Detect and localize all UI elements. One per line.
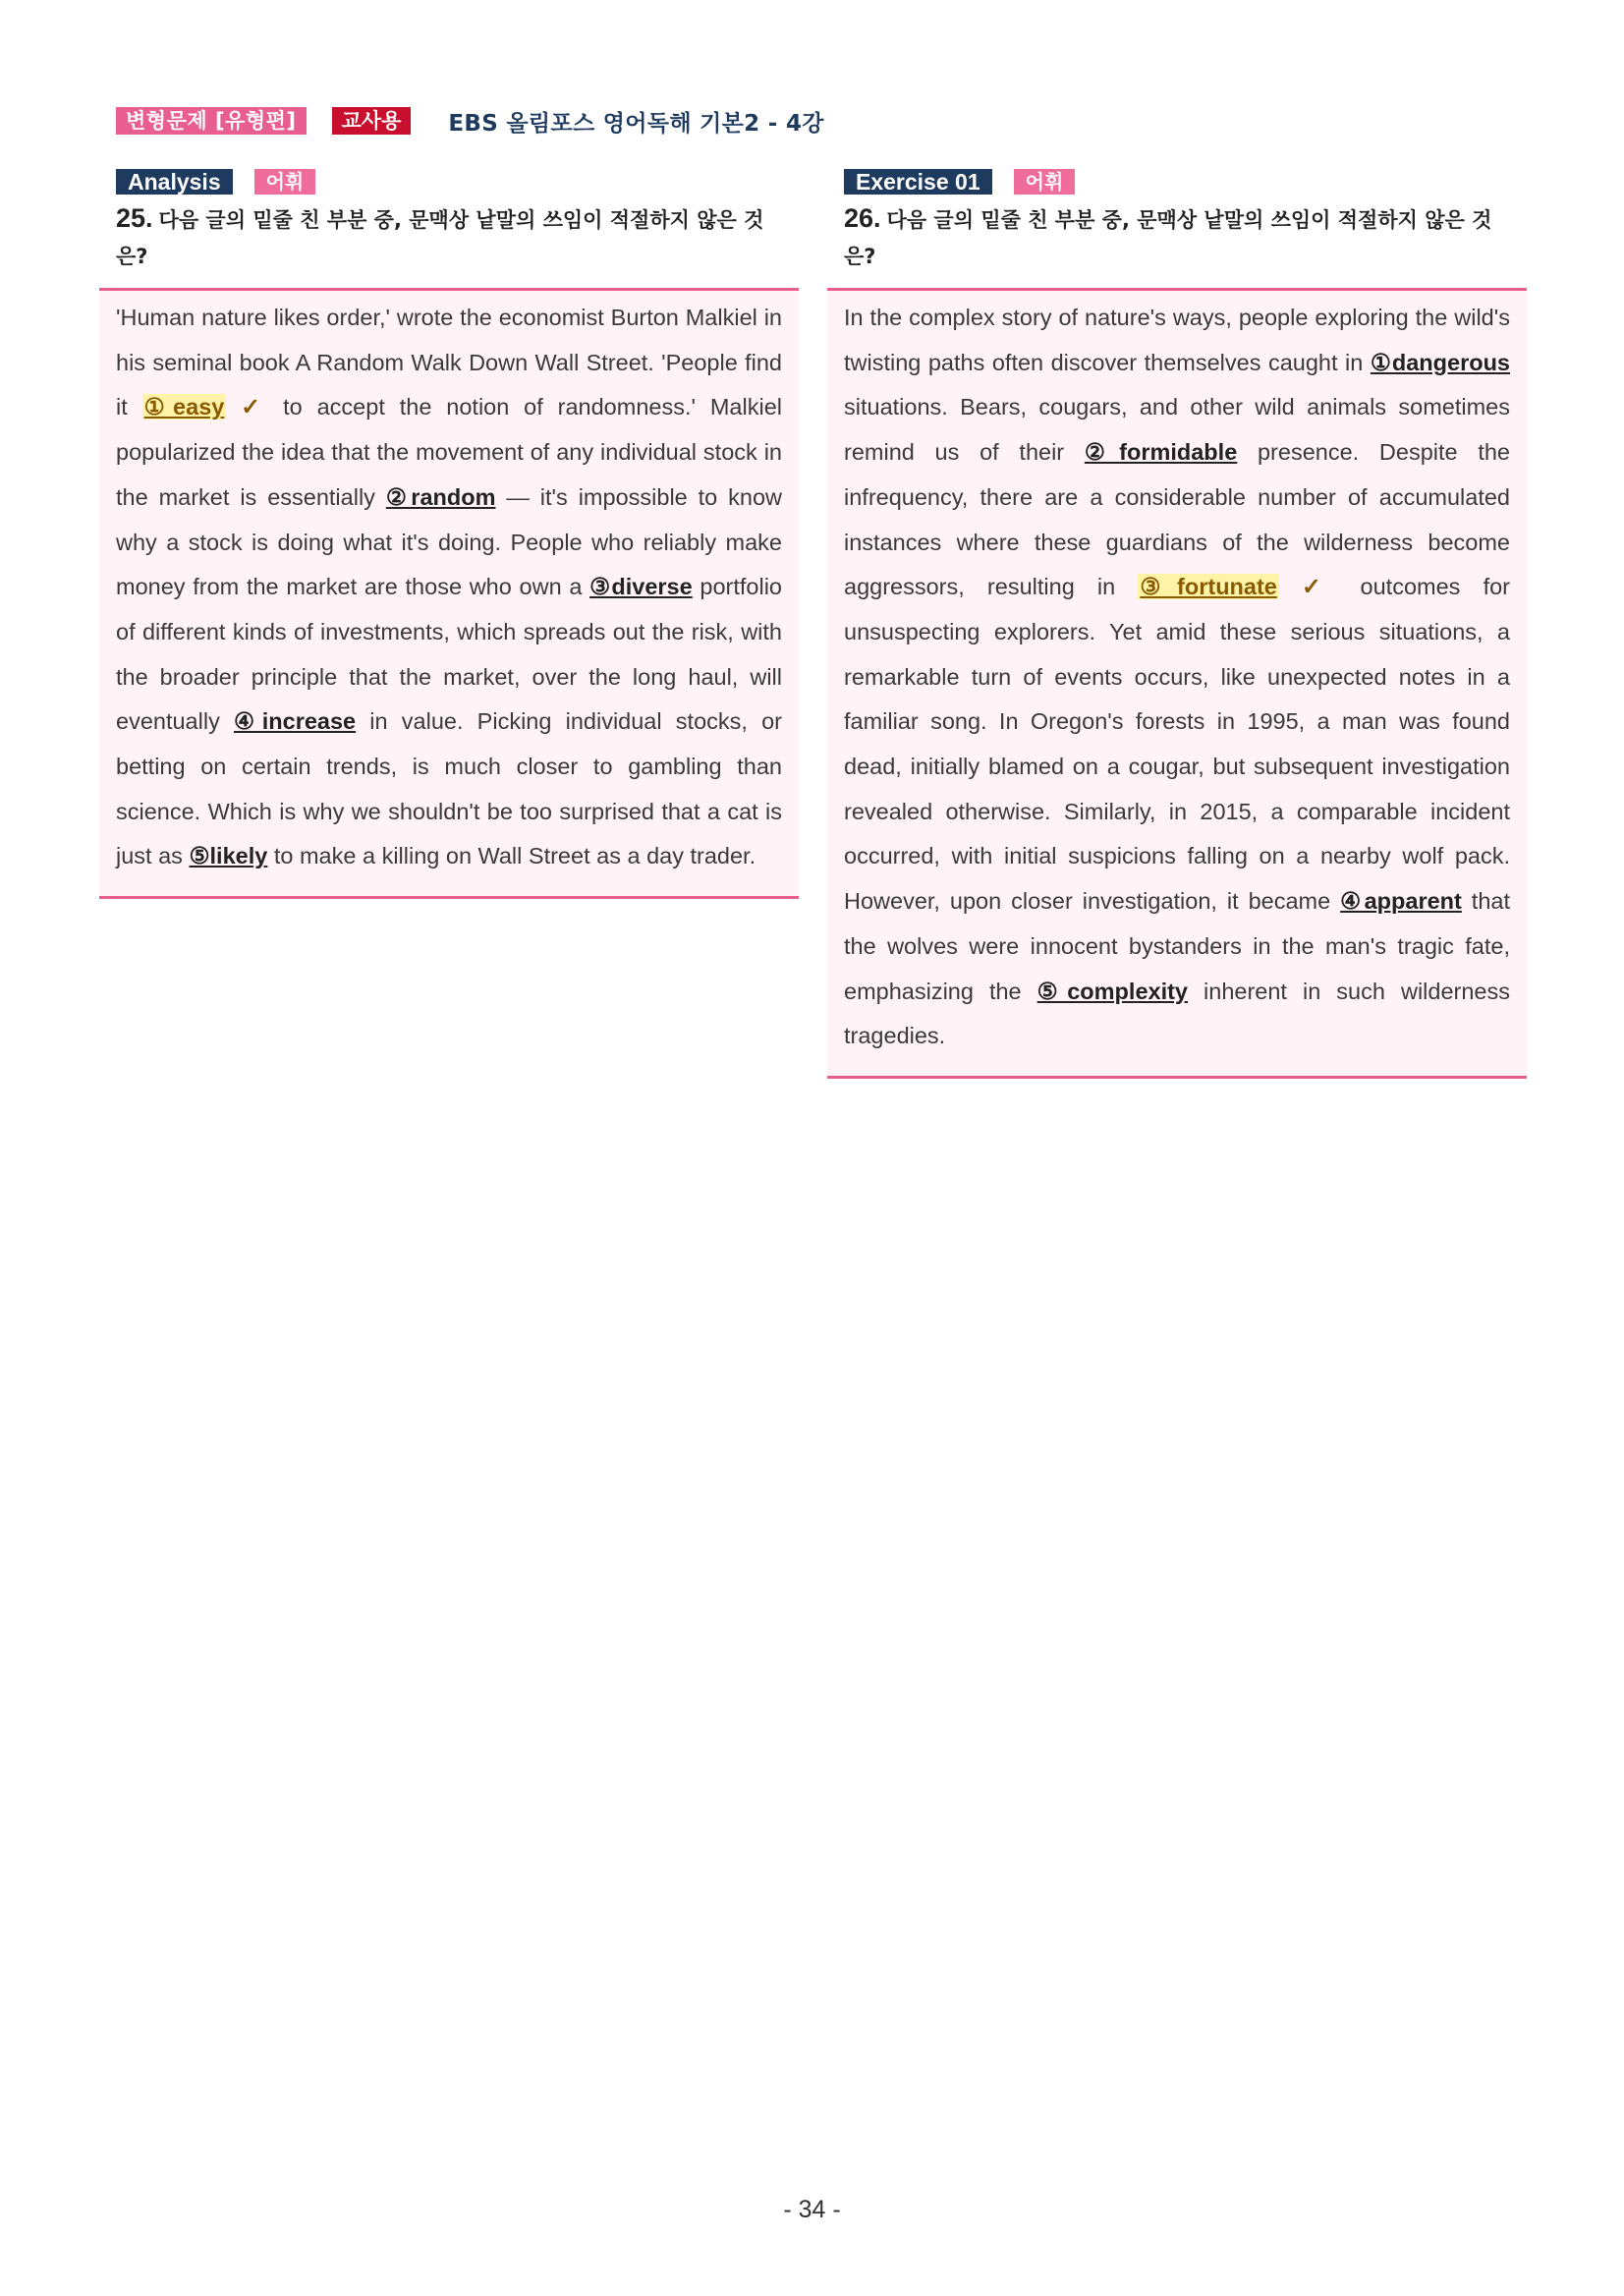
vocabulary-badge: 어휘 (254, 169, 316, 195)
passage-segment: inherent in such wilderness tragedies. (844, 978, 1510, 1049)
passage-segment: in value. Picking individual stocks, or betting on certain trends, is much closer to gambling than science. Which is why we shouldn't be too surprised that a cat is just as (116, 708, 782, 869)
question-badges (116, 169, 799, 195)
passage-segment: portfolio of different kinds of investments, which spreads out the risk, with the broader principle that the market, over the long haul, will eventually (116, 574, 782, 735)
passage-box (99, 288, 799, 899)
header-title: EBS 올림포스 영어독해 기본2 - 4강 (448, 110, 824, 137)
underlined-option: ④apparent (1340, 888, 1462, 915)
passage-segment: In the complex story of nature's ways, people exploring the wild's twisting paths often discover themselves caught in (844, 305, 1510, 375)
underlined-option: ③diverse (589, 574, 693, 600)
question-text: 다음 글의 밑줄 친 부분 중, 문맥상 낱말의 쓰임이 적절하지 않은 것은? (116, 208, 764, 268)
passage-segment: to make a killing on Wall Street as a day trader. (267, 843, 756, 869)
question-badges (844, 169, 1527, 195)
page-header (116, 104, 824, 138)
page-number: - 34 - (783, 2196, 841, 2223)
check-mark-icon: ✓ (1278, 574, 1338, 600)
exercise-badge: Exercise 01 (844, 169, 992, 195)
passage-segment: to accept the notion of randomness.' Malkiel popularized the idea that the movement of any individual stock in the market is essentially (116, 394, 782, 510)
question-number: 25. (116, 203, 153, 233)
question-prompt (844, 200, 1512, 275)
passage-text (116, 296, 782, 879)
question-25-column (99, 169, 799, 899)
underlined-option: ②formidable (1084, 439, 1238, 466)
question-number: 26. (844, 203, 881, 233)
underlined-option: ⑤likely (189, 843, 268, 869)
passage-segment: presence. Despite the infrequency, there are a considerable number of accumulated instances where these guardians of the wilderness become aggressors, resulting in (844, 439, 1510, 600)
vocabulary-badge: 어휘 (1014, 169, 1076, 195)
passage-segment: outcomes for unsuspecting explorers. Yet amid these serious situations, a remarkable turn of events occurs, like unexpected notes in a familiar song. In Oregon's forests in 1995, a man was found dead, initially blamed on a cougar, but subsequent investigation revealed otherwise. Similarly, in 2015, a comparable incident occurred, with initial suspicions falling on a nearby wolf pack. However, upon closer investigation, it became (844, 574, 1510, 915)
passage-segment: situations. Bears, cougars, and other wild animals sometimes remind us of their (844, 394, 1510, 466)
answer-option: ③fortunate (1140, 574, 1277, 600)
question-text: 다음 글의 밑줄 친 부분 중, 문맥상 낱말의 쓰임이 적절하지 않은 것은? (844, 208, 1492, 268)
underlined-option: ①dangerous (1370, 349, 1510, 375)
question-26-column (827, 169, 1527, 1079)
underlined-option: ⑤complexity (1036, 978, 1189, 1004)
underlined-option: ④increase (234, 708, 357, 735)
passage-segment: that the wolves were innocent bystanders in the man's tragic fate, emphasizing the (844, 888, 1511, 1004)
teacher-tag: 교사용 (332, 107, 412, 135)
passage-box (827, 288, 1527, 1079)
question-prompt (116, 200, 784, 275)
category-tag: 변형문제 [유형편] (116, 107, 307, 135)
passage-segment: — it's impossible to know why a stock is doing what it's doing. People who reliably make money from the market are those who own a (116, 483, 783, 600)
check-mark-icon: ✓ (226, 394, 269, 420)
passage-text (844, 296, 1510, 1059)
underlined-option: ②random (385, 483, 496, 510)
answer-option: ①easy (143, 394, 225, 420)
analysis-badge: Analysis (116, 169, 233, 195)
passage-segment: 'Human nature likes order,' wrote the economist Burton Malkiel in his seminal book A Random Walk Down Wall Street. 'People find it (116, 305, 782, 420)
